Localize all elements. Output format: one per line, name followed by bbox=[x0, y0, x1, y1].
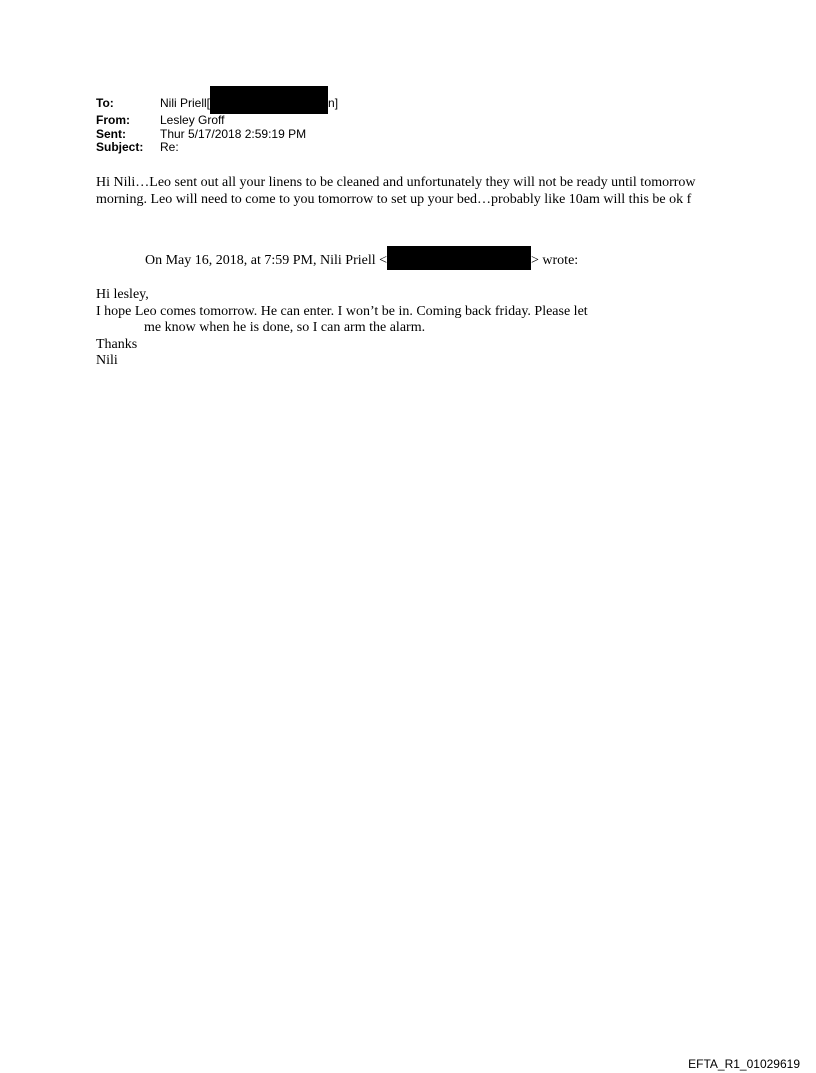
from-row bbox=[96, 114, 338, 128]
quoted-line: I hope Leo comes tomorrow. He can enter. I won’t be in. Coming back friday. Please let bbox=[96, 303, 588, 319]
document-id: EFTA_R1_01029619 bbox=[688, 1057, 800, 1071]
to-name: Nili Priell[ bbox=[160, 96, 211, 110]
quoted-line: Thanks bbox=[96, 336, 138, 352]
quote-attribution bbox=[145, 246, 578, 270]
to-label: To: bbox=[96, 96, 114, 110]
sent-value: Thur 5/17/2018 2:59:19 PM bbox=[160, 126, 307, 141]
sent-label: Sent: bbox=[96, 126, 126, 141]
redaction-box bbox=[387, 246, 531, 270]
email-header bbox=[96, 97, 338, 155]
quoted-message bbox=[96, 287, 696, 370]
to-suffix: n] bbox=[328, 96, 339, 110]
subject-value: Re: bbox=[160, 140, 179, 154]
quoted-line: Nili bbox=[96, 353, 118, 368]
quoted-line: me know when he is done, so I can arm the alarm. bbox=[144, 320, 426, 335]
to-row bbox=[96, 97, 338, 114]
subject-row bbox=[96, 141, 338, 155]
redaction-box bbox=[210, 86, 328, 114]
sent-row bbox=[96, 128, 338, 142]
attribution-suffix: > wrote: bbox=[531, 253, 579, 268]
attribution-prefix: On May 16, 2018, at 7:59 PM, Nili Priell < bbox=[145, 253, 388, 268]
to-value bbox=[160, 97, 338, 114]
from-label: From: bbox=[96, 113, 130, 127]
quoted-line: Hi lesley, bbox=[96, 287, 149, 302]
from-value: Lesley Groff bbox=[160, 113, 225, 127]
subject-label: Subject: bbox=[96, 140, 144, 154]
message-body: Hi Nili…Leo sent out all your linens to be cleaned and unfortunately they will not be ready until tomorrow morning. Leo will need to come to you tomorrow to set up your bed…probably like 10am will this be ok f bbox=[96, 175, 696, 207]
